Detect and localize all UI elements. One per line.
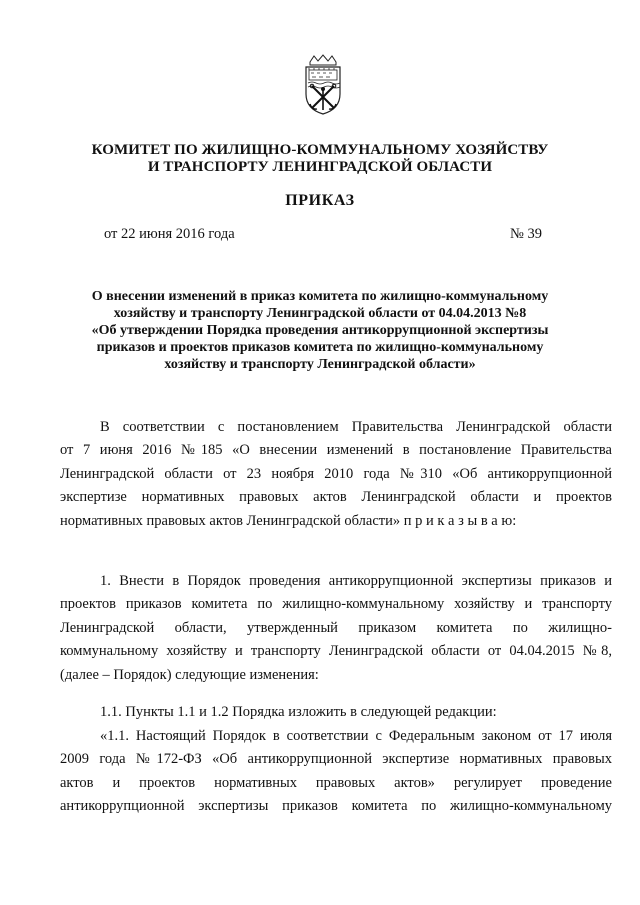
- order-subject: [50, 288, 590, 373]
- document-type-title: ПРИКАЗ: [285, 192, 355, 209]
- order-number: № 39: [510, 226, 542, 242]
- item-1-1-paragraph: [60, 701, 612, 724]
- body-line: (далее – Порядок) следующие изменения:: [60, 666, 319, 683]
- body-line: коммунальному хозяйству и транспорту Ленинградской области от 04.04.2015 №8,: [60, 643, 612, 660]
- body-line: «1.1. Настоящий Порядок в соответствии с Федеральным законом от 17 июля: [100, 728, 612, 744]
- subject-line: хозяйству и транспорту Ленинградской области от 04.04.2013 №8: [113, 306, 527, 321]
- leningrad-oblast-coat-of-arms-icon: [302, 54, 344, 116]
- body-line: 2009 года №172-ФЗ «Об антикоррупционной экспертизе нормативных правовых: [60, 751, 612, 768]
- body-line: от 7 июня 2016 №185 «О внесении изменений в постановление Правительства: [60, 442, 612, 459]
- body-line: проектов приказов комитета по жилищно-коммунальному хозяйству и транспорту: [60, 596, 612, 613]
- preamble-paragraph: [60, 416, 612, 533]
- subject-line: «Об утверждении Порядка проведения антикоррупционной экспертизы: [91, 323, 549, 338]
- body-line: нормативных правовых актов Ленинградской области» п р и к а з ы в а ю:: [60, 512, 517, 529]
- body-line: В соответствии с постановлением Правительства Ленинградской области: [100, 419, 612, 435]
- organization-name-line-2: И ТРАНСПОРТУ ЛЕНИНГРАДСКОЙ ОБЛАСТИ: [147, 159, 493, 175]
- body-line: Ленинградской области, утвержденный приказом комитета по жилищно-: [60, 619, 612, 636]
- body-line: актов и проектов нормативных правовых актов» регулирует проведение: [60, 774, 612, 791]
- body-line: 1.1. Пункты 1.1 и 1.2 Порядка изложить в следующей редакции:: [100, 704, 497, 720]
- subject-line: приказов и проектов приказов комитета по жилищно-коммунальному: [96, 340, 544, 355]
- body-line: 1. Внести в Порядок проведения антикоррупционной экспертизы приказов и: [100, 573, 612, 589]
- body-line: экспертизе нормативных правовых актов Ленинградской области и проектов: [60, 489, 612, 506]
- organization-name-line-1: КОМИТЕТ ПО ЖИЛИЩНО-КОММУНАЛЬНОМУ ХОЗЯЙСТВУ: [91, 142, 549, 158]
- subject-line: О внесении изменений в приказ комитета по жилищно-коммунальному: [91, 289, 549, 304]
- item-1-paragraph: [60, 570, 612, 687]
- order-date: от 22 июня 2016 года: [104, 226, 235, 242]
- body-line: Ленинградской области от 23 ноября 2010 года №310 «Об антикоррупционной: [60, 465, 612, 482]
- body-line: антикоррупционной экспертизы приказов комитета по жилищно-коммунальному: [60, 798, 612, 815]
- quoted-amendment-paragraph: [60, 725, 612, 819]
- subject-line: хозяйству и транспорту Ленинградской области»: [164, 357, 476, 372]
